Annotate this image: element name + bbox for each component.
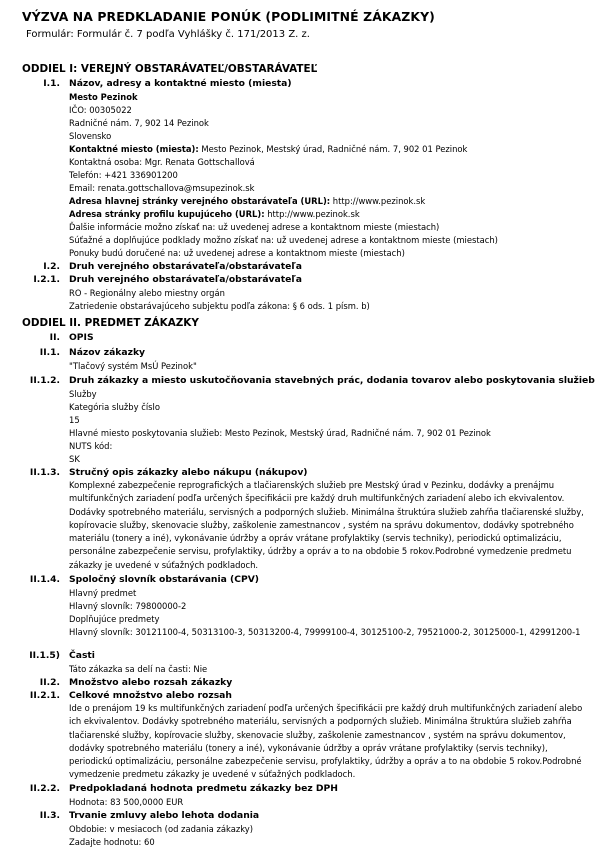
main-vocabulary: Hlavný slovník: 79800000-2 (69, 601, 187, 611)
authority-street: Radničné nám. 7, 902 14 Pezinok (69, 118, 209, 128)
authority-country: Slovensko (69, 131, 112, 141)
profile-url-link[interactable]: http://www.pezinok.sk (267, 209, 360, 219)
section-heading: Druh zákazky a miesto uskutočňovania stavebných prác, dodania tovarov alebo poskytovania služieb (69, 375, 595, 386)
service-place-label: Hlavné miesto poskytovania služieb: (69, 428, 223, 438)
section-number: II.2. (39, 677, 60, 688)
parts-line: Táto zákazka sa delí na časti: Nie (69, 664, 208, 674)
authority-ico: IČO: 00305022 (69, 105, 132, 115)
section-heading: Celkové množstvo alebo rozsah (69, 690, 232, 701)
section-heading: Druh verejného obstarávateľa/obstarávateľa (69, 261, 302, 272)
contact-point (69, 143, 467, 156)
section-number: I.2. (43, 261, 60, 272)
section-number: II.1. (39, 347, 60, 358)
contract-description: Komplexné zabezpečenie reprografických a tlačiarenských služieb pre Mestský úrad v Pezinku, dodávky a prenájmu multifunkčných zariadení podľa určených špecifikácii pre každý druh multifunkčných zariadení alebo ich ekvivalentov. Dodávky spotrebného materiálu, servisných a podporných služieb. Minimálna štruktúra služieb zahŕňa tlačiarenské služby, kopírovacie služby, skenovacie služby, zaškolenie zamestnancov , systém na správu dokumentov, dodávky spotrebného materiálu (tonery a iné), vykonávanie údržby a opráv vrátane profylaktiky (servis techniky), periodickú optimalizáciu, personálne zabezpečenie servisu, profylaktiky, údržby a opráv a to na obdobie 5 rokov.Podrobné vymedzenie predmetu zákazky je uvedené v súťažných podkladoch. (69, 480, 584, 570)
section-heading: Množstvo alebo rozsah zákazky (69, 677, 233, 688)
duration-value: Zadajte hodnotu: 60 (69, 837, 155, 847)
section-number: II.2.1. (29, 690, 60, 701)
section-number: II.1.4. (29, 574, 60, 585)
section-number: II.1.5) (29, 650, 60, 661)
section-1-title: ODDIEL I: VEREJNÝ OBSTARÁVATEĽ/OBSTARÁVATEĽ (22, 63, 318, 75)
section-heading: Názov, adresy a kontaktné miesto (miesta) (69, 78, 292, 89)
section-number: I.2.1. (33, 274, 60, 285)
authority-classification: Zatriedenie obstarávajúceho subjektu podľa zákona: § 6 ods. 1 písm. b) (69, 301, 370, 311)
page-title: VÝZVA NA PREDKLADANIE PONÚK (PODLIMITNÉ ZÁKAZKY) (22, 9, 435, 24)
authority-name: Mesto Pezinok (69, 92, 138, 102)
documents-line: Súťažné a doplňujúce podklady možno získať na: už uvedenej adrese a kontaktnom mieste (miestach) (69, 235, 498, 245)
contract-name: "Tlačový systém MsÚ Pezinok" (69, 361, 197, 371)
authority-type: RO - Regionálny alebo miestny orgán (69, 288, 225, 298)
section-number: II.2.2. (29, 783, 60, 794)
section-heading: Druh verejného obstarávateľa/obstarávateľa (69, 274, 302, 285)
section-heading: Názov zákazky (69, 347, 146, 358)
section-number: II.1.2. (29, 375, 60, 386)
service-place (69, 427, 491, 440)
profile-url-label: Adresa stránky profilu kupujúceho (URL): (69, 209, 265, 219)
main-subject-label: Hlavný predmet (69, 588, 137, 598)
contact-point-label: Kontaktné miesto (miesta): (69, 144, 199, 154)
profile-url (69, 208, 360, 221)
contract-type: Služby (69, 389, 97, 399)
offers-line: Ponuky budú doručené na: už uvedenej adrese a kontaktnom mieste (miestach) (69, 248, 405, 258)
contact-phone: Telefón: +421 336901200 (69, 170, 178, 180)
contact-point-value: Mesto Pezinok, Mestský úrad, Radničné nám. 7, 902 01 Pezinok (201, 144, 468, 154)
section-heading: Predpokladaná hodnota predmetu zákazky bez DPH (69, 783, 338, 794)
nuts-value: SK (69, 454, 80, 464)
section-number: I.1. (43, 78, 60, 89)
form-reference: Formulár: Formulár č. 7 podľa Vyhlášky č. 171/2013 Z. z. (26, 29, 310, 40)
nuts-label: NUTS kód: (69, 441, 113, 451)
section-number: II.1.3. (29, 467, 60, 478)
section-heading: OPIS (69, 332, 94, 343)
estimated-value: Hodnota: 83 500,0000 EUR (69, 797, 184, 807)
section-heading: Trvanie zmluvy alebo lehota dodania (69, 810, 260, 821)
section-2-title: ODDIEL II. PREDMET ZÁKAZKY (22, 317, 199, 329)
category-label: Kategória služby číslo (69, 402, 160, 412)
service-place-value: Mesto Pezinok, Mestský úrad, Radničné nám. 7, 902 01 Pezinok (224, 428, 491, 438)
section-number: II.3. (39, 810, 60, 821)
scope-description: Ide o prenájom 19 ks multifunkčných zariadení podľa určených špecifikácii pre každý druh multifunkčných zariadení alebo ich ekvivalentov. Dodávky spotrebného materiálu, servisných a podporných služieb. Minimálna štruktúra služieb zahŕňa tlačiarenské služby, kopírovacie služby, skenovacie služby, zaškolenie zamestnancov , systém na správu dokumentov, dodávky spotrebného materiálu (tonery a iné), vykonávanie údržby a opráv vrátane profylaktiky (servis techniky), periodickú optimalizáciu, personálne zabezpečenie servisu, profylaktiky, údržby a opráv a to na obdobie 5 rokov.Podrobné vymedzenie predmetu zákazky je uvedené v súťažných podkladoch. (69, 703, 583, 780)
duration-period: Obdobie: v mesiacoch (od zadania zákazky) (69, 824, 253, 834)
category-value: 15 (69, 415, 80, 425)
supplementary-subjects-label: Doplňujúce predmety (69, 614, 160, 624)
section-number: II. (49, 332, 60, 343)
main-url-label: Adresa hlavnej stránky verejného obstarávateľa (URL): (69, 196, 331, 206)
main-url-link[interactable]: http://www.pezinok.sk (332, 196, 426, 206)
section-heading: Stručný opis zákazky alebo nákupu (nákupov) (69, 467, 308, 478)
supplementary-vocabulary: Hlavný slovník: 30121100-4, 50313100-3, 50313200-4, 79999100-4, 30125100-2, 79521000-2, 30125000-1, 42991200-1 (69, 627, 581, 637)
more-info-line: Ďalšie informácie možno získať na: už uvedenej adrese a kontaktnom mieste (miestach) (69, 222, 440, 232)
main-url (69, 195, 425, 208)
section-heading: Spoločný slovník obstarávania (CPV) (69, 574, 259, 585)
section-heading: Časti (69, 650, 95, 661)
contact-email: Email: renata.gottschallova@msupezinok.sk (69, 183, 255, 193)
contact-person: Kontaktná osoba: Mgr. Renata Gottschallová (69, 157, 255, 167)
